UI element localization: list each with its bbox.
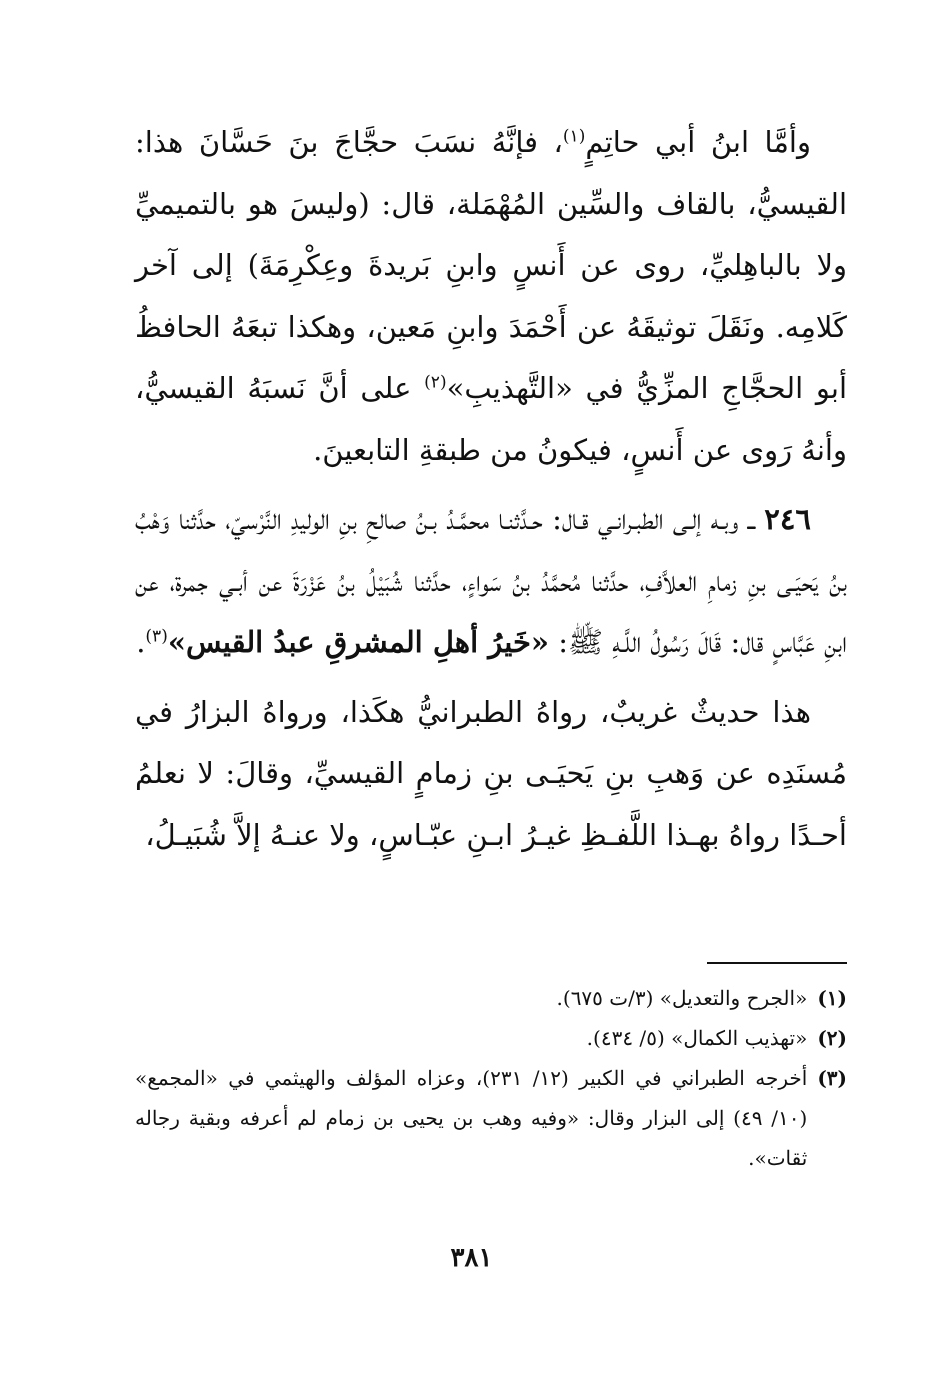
paragraph-text: على أنَّ نَسبَهُ القيسيُّ، وأنهُ رَوى عن أَنسٍ، فيكونُ من طبقةِ التابعينَ. (135, 371, 847, 467)
footnote-1 (135, 978, 847, 1018)
page-number: ٣٨١ (450, 1243, 493, 1273)
footnote-number: (١) (817, 986, 847, 1010)
footnote-2 (135, 1018, 847, 1058)
paragraph-text: . (136, 625, 146, 659)
footnote-number: (٢) (817, 1026, 847, 1050)
page-content (135, 112, 847, 1170)
footnote-ref-1: (١) (562, 126, 586, 147)
footnote-text: أخرجه الطبراني في الكبير (١٢/ ٢٣١)، وعزاه المؤلف والهيثمي في «المجمع» (١٠/ ٤٩) إلى البزار وقال: «وفيه وهب بن يحيى بن زمام لم أعرفه وبقية رجاله ثقات». (135, 1066, 808, 1170)
paragraph-text: وأمَّا ابنُ أبي حاتِمٍ (585, 125, 811, 159)
footnote-text: «تهذيب الكمال» (٥/ ٤٣٤). (586, 1026, 808, 1050)
hadith-246 (135, 489, 847, 674)
footnote-divider (707, 962, 847, 964)
paragraph-gap (135, 674, 847, 682)
footnote-ref-3: (٣) (145, 626, 168, 647)
footnote-text: «الجرح والتعديل» (٣/ت ٦٧٥). (556, 986, 808, 1010)
hadith-isnad: ــ وبـه إلـى الطبـرانـي قـال: حـدَّثنـا محمَّـدُ بـنُ صالحِ بنِ الوليدِ النَّرْسيّ، حدَّثنا وَهْبُ بنُ يَحيَـى بنِ زمامِ العلاَّفِ، حدَّثنا مُحمَّدُ بنُ سَواءٍ، حدَّثنا شُبَيْلُ بنُ عَزْرَةَ عن أبـي جمرة، عن ابنِ عَبَّاسٍ قال: قَالَ رَسُولُ اللَّـهِ ﷺ: (135, 502, 847, 659)
footnotes (135, 978, 847, 1178)
paragraph-text: ، فإنَّهُ نسَبَ حجَّاجَ بنَ حَسَّانَ هذا: القيسيُّ، بالقاف والسِّين المُهْمَلة، قال: (وليسَ هو بالتميميِّ ولا بالباهِليِّ، روى عن أَنسٍ وابنِ بَريدةَ وعِكْرِمَةَ) إلى آخر كَلامِه. ونَقَلَ توثيقَهُ عن أَحْمَدَ وابنِ مَعين، وهكذا تبعَهُ الحافظُ أبو الحجَّاجِ المزِّيُّ في «التَّهذيبِ» (135, 125, 847, 405)
footnote-ref-2: (٢) (424, 372, 447, 393)
hadith-number: ٢٤٦ (764, 502, 811, 536)
hadith-matn: «خَيرُ أهلِ المشرقِ عبدُ القيس» (167, 625, 550, 659)
paragraph-commentary: هذا حديثٌ غريبٌ، رواهُ الطبرانيُّ هكَذا، ورواهُ البزارُ في مُسنَدِه عن وَهبِ بنِ يَحيَـى بنِ زمامٍ القيسيِّ، وقالَ: لا نعلمُ أحـدًا رواهُ بهـذا اللَّفـظِ غيـرُ ابـنِ عبّـاسٍ، ولا عنـهُ إلاَّ شُبَيـلُ، (135, 694, 847, 852)
paragraph-gap (135, 481, 847, 489)
footnote-number: (٣) (817, 1066, 847, 1090)
footnote-3 (135, 1058, 847, 1178)
paragraph-ibn-abi-hatim (135, 112, 847, 481)
